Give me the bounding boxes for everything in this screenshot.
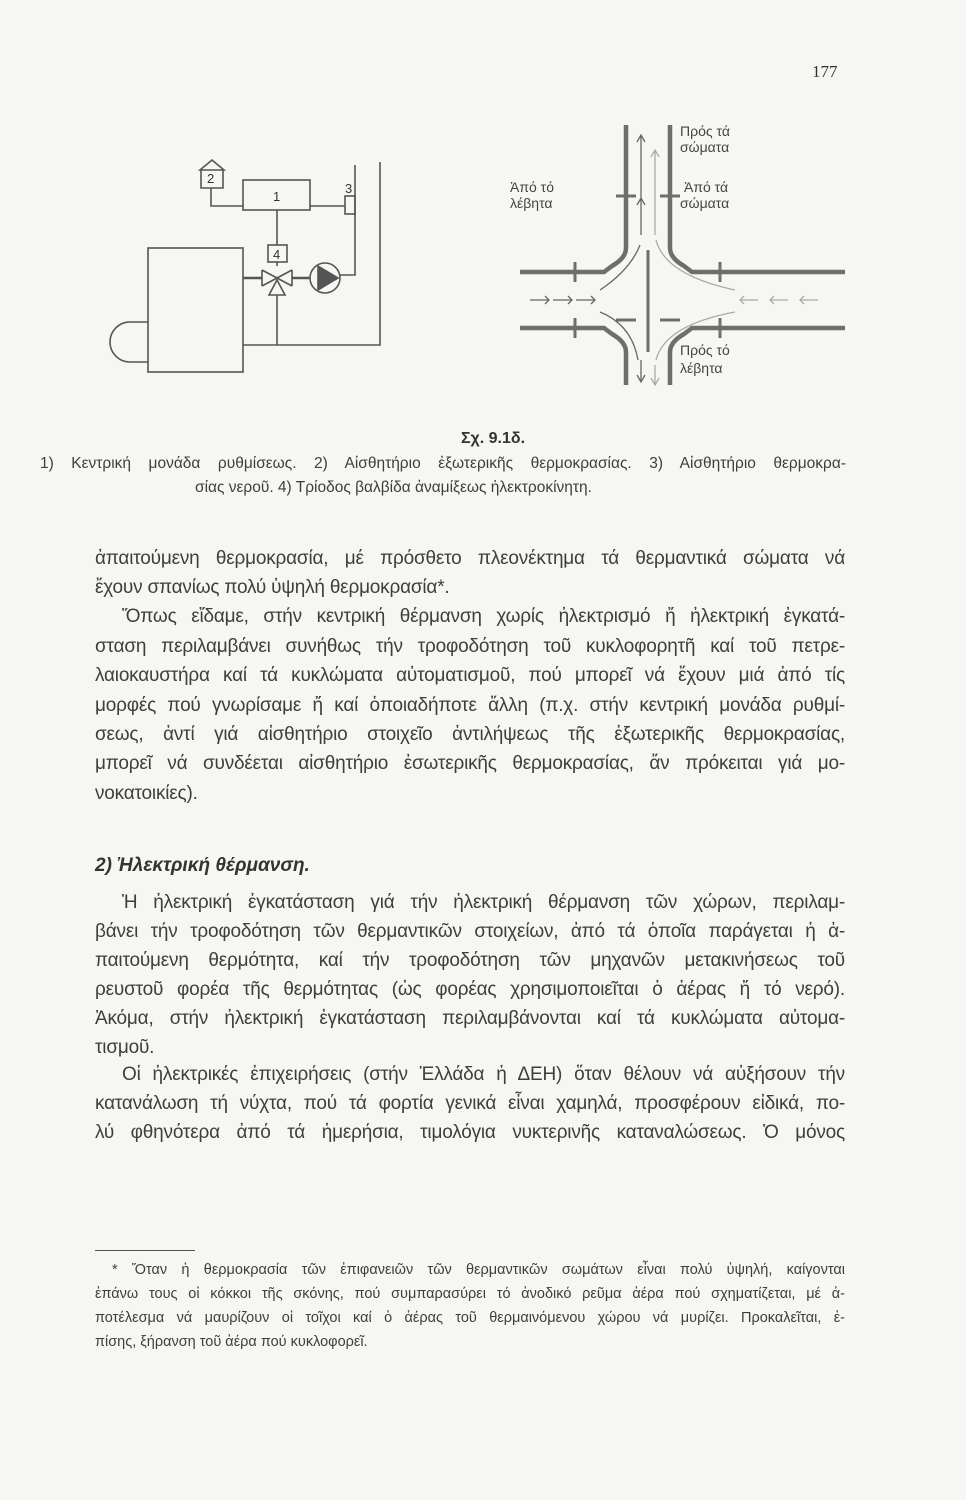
figure-title: Σχ. 9.1δ. — [460, 430, 526, 447]
text-line: Οἱ ἠλεκτρικές ἐπιχειρήσεις (στήν Ἑλλάδα ἡ ΔΕΗ) ὅταν θέλουν νά αὐξήσουν τήν — [122, 1064, 845, 1085]
label-4: 4 — [273, 247, 281, 262]
text-line: λαιοκαυστήρα καί τά κυκλώματα αὐτοματισμοῦ, πού μπορεῖ νά ἔχουν μιά ἀπό τίς — [95, 665, 845, 686]
text-line: ρευστοῦ φορέα τῆς θερμότητας (ὡς φορέας χρησιμοποιεῖται ὁ ἀέρας ἤ τό νερό). — [95, 979, 845, 1000]
label-from-radiators: Ἀπό τά — [684, 179, 729, 195]
label-from-boiler: Ἀπό τό — [510, 179, 554, 195]
figure-caption-line: σίας νεροῦ. 4) Τρίοδος βαλβίδα ἀναμίξεως ἠλεκτροκίνητη. — [195, 479, 592, 496]
control-schematic — [110, 160, 380, 372]
text-line: μπορεῖ νά συνδέεται αἰσθητήριο ἐσωτερικῆς θερμοκρασίας, ἄν πρόκειται γιά μο- — [95, 753, 845, 774]
boiler-box — [148, 248, 243, 372]
text-line: τισμοῦ. — [95, 1037, 155, 1058]
burner-blower-icon — [110, 322, 148, 362]
text-line: σταση περιλαμβάνει συνήθως τήν τροφοδότηση τοῦ κυκλοφορητῆ καί τοῦ πετρε- — [95, 636, 845, 657]
page-number: 177 — [812, 62, 838, 81]
label-from-boiler-2: λέβητα — [510, 195, 553, 211]
label-2: 2 — [207, 171, 215, 186]
water-sensor-box — [345, 196, 355, 214]
label-to-radiators: Πρός τά — [680, 123, 730, 139]
text-line: Ἡ ἠλεκτρική ἐγκατάσταση γιά τήν ἠλεκτρική θέρμανση τῶν χώρων, περιλαμ- — [122, 892, 845, 913]
text-line: νοκατοικίες). — [95, 783, 198, 804]
label-1: 1 — [273, 189, 281, 204]
text-line: Ὅπως εἴδαμε, στήν κεντρική θέρμανση χωρίς ἠλεκτρισμό ἤ ἠλεκτρική ἐγκατά- — [122, 606, 845, 627]
footnote-line: πίσης, ξήρανση τοῦ ἀέρα πού κυκλοφορεῖ. — [95, 1334, 368, 1350]
footnote-divider — [95, 1250, 195, 1251]
three-way-valve-icon — [262, 262, 292, 286]
label-to-radiators-2: σώματα — [680, 139, 730, 155]
section-heading: 2) Ἠλεκτρική θέρμανση. — [95, 855, 310, 876]
text-line: ἀπαιτούμενη θερμοκρασία, μέ πρόσθετο πλεονέκτημα τά θερμαντικά σώματα νά — [95, 548, 845, 569]
label-to-boiler-2: λέβητα — [680, 360, 723, 376]
label-to-boiler: Πρός τό — [680, 342, 730, 358]
figure-9-1d — [0, 0, 966, 420]
text-line: βάνει τήν τροφοδότηση τῶν θερμαντικῶν στοιχείων, ἀπό τά ὁποῖα παράγεται ἡ ἀ- — [95, 921, 845, 942]
text-line: ἔχουν σπανίως πολύ ὑψηλή θερμοκρασία*. — [95, 577, 450, 598]
label-from-radiators-2: σώματα — [680, 195, 730, 211]
label-3: 3 — [345, 181, 353, 196]
text-line: Ἀκόμα, στήν ἠλεκτρική ἐγκατάσταση περιλαμβάνονται καί τά κυκλώματα αὐτομα- — [95, 1008, 845, 1029]
text-line: σεως, ἀντί γιά αἰσθητήριο στοιχεῖο ἀντιλήψεως τῆς ἐξωτερικῆς θερμοκρασίας, — [95, 724, 845, 745]
footnote-line: * Ὅταν ἡ θερμοκρασία τῶν ἐπιφανειῶν τῶν θερμαντικῶν σωμάτων εἶναι πολύ ὑψηλή, καίγονται — [112, 1262, 845, 1278]
figure-caption-line: 1) Κεντρική μονάδα ρυθμίσεως. 2) Αἰσθητήριο ἐξωτερικῆς θερμοκρασίας. 3) Αἰσθητήριο θερμοκρα- — [40, 455, 846, 472]
text-line: παιτούμενη θερμότητα, καί τήν τροφοδότηση τῶν μηχανῶν μετακινήσεως τοῦ — [95, 950, 845, 971]
footnote-line: ποτέλεσμα νά μαυρίζουν οἱ τοῖχοι καί ὁ ἀέρας τοῦ θερμαινόμενου χώρου νά μυρίζει. Προκαλεῖται, ἐ- — [95, 1310, 845, 1326]
text-line: μορφές πού γνωρίσαμε ἤ καί ὁποιαδήποτε ἄλλη (π.χ. στήν κεντρική μονάδα ρυθμί- — [95, 695, 845, 716]
text-line: κατανάλωση τή νύχτα, πού τά φορτία γενικά εἶναι χαμηλά, προσφέρουν εἰδικά, πο- — [95, 1093, 845, 1114]
text-line: λύ φθηνότερα ἀπό τά ἡμερήσια, τιμολόγια νυκτερινῆς καταναλώσεως. Ὁ μόνος — [95, 1122, 845, 1143]
footnote-line: ἐπάνω τους οἱ κόκκοι τῆς σκόνης, πού συμπαρασύρει τό ἀνοδικό ρεῦμα ἀέρα πού σχηματίζεται, μέ ἀ- — [95, 1286, 845, 1302]
